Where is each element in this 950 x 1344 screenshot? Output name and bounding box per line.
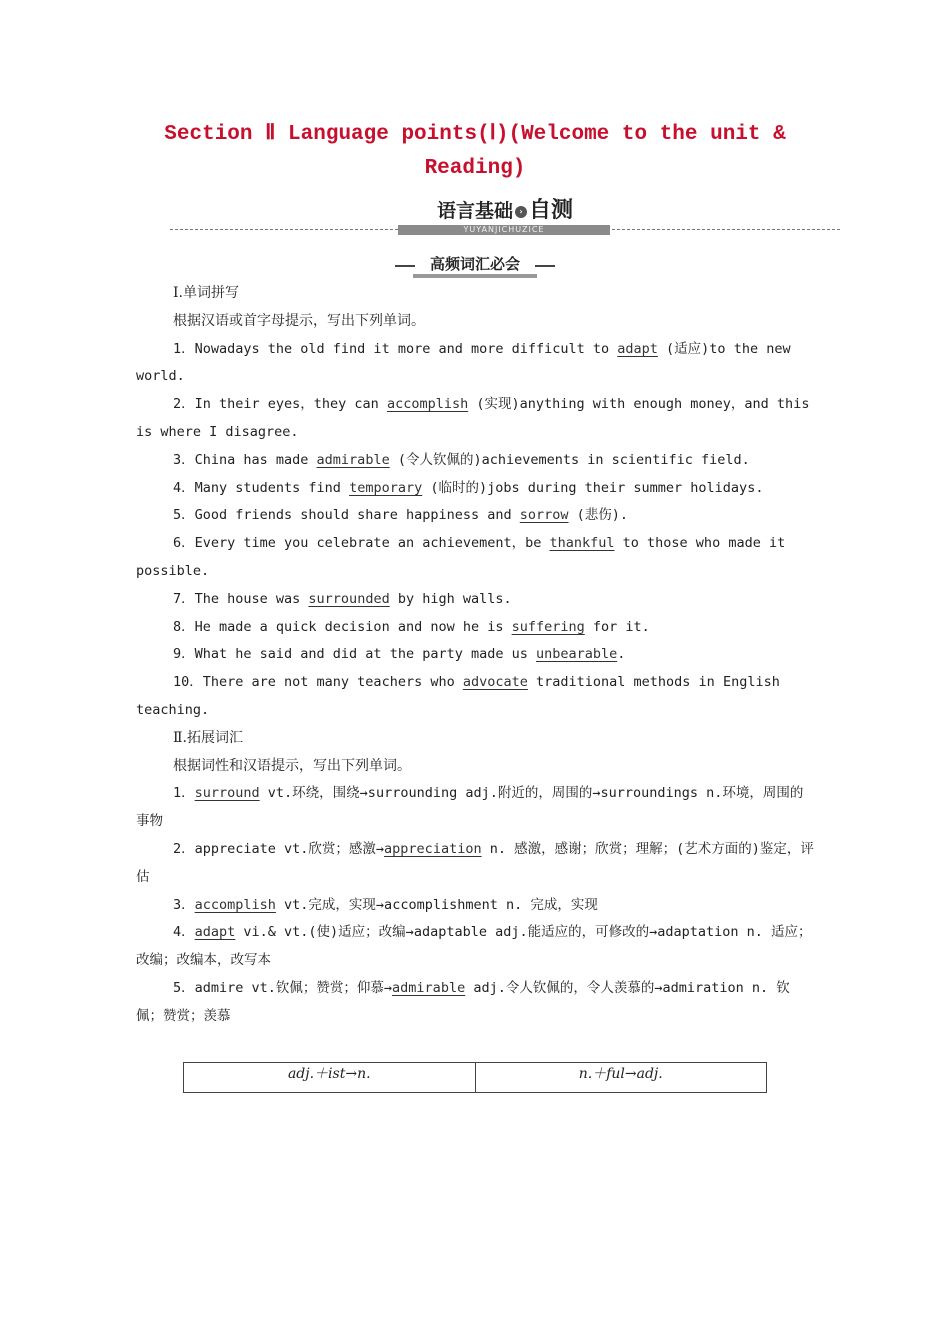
banner-divider-left: [170, 229, 398, 230]
answer-word: unbearable: [536, 646, 618, 663]
expansion-item: 4．adapt vi.& vt.(使)适应；改编→adaptable adj.能适应的，可修改的→adaptation n. 适应；改编；改编本，改写本: [136, 924, 812, 969]
word-formation-table: [183, 1062, 767, 1093]
answer-word: thankful: [549, 535, 615, 552]
expansion-item: 1．surround vt.环绕，围绕→surrounding adj.附近的，周围的→surroundings n.环境，周围的事物: [136, 785, 804, 830]
answer-word: surround: [194, 785, 260, 802]
answer-word: advocate: [462, 674, 528, 691]
banner-subtitle: YUYANJICHUZICE: [398, 225, 610, 235]
part2-heading: Ⅱ.拓展词汇: [173, 729, 243, 746]
expansion-item: 2．appreciate vt.欣赏；感激→appreciation n. 感激，感谢；欣赏；理解；(艺术方面的)鉴定，评估: [136, 840, 814, 885]
banner-heading-left: 语言基础: [436, 200, 513, 222]
banner-divider-right: [612, 229, 840, 230]
banner-heading-right: 自测: [529, 198, 574, 223]
answer-word: sorrow: [519, 507, 569, 524]
answer-word: admirable: [316, 451, 390, 468]
part1-instruction: 根据汉语或首字母提示，写出下列单词。: [173, 312, 425, 329]
exercise-item: 8．He made a quick decision and now he is suffering for it.: [173, 618, 650, 635]
chevron-right-icon: ›: [515, 206, 527, 218]
part1-heading: Ⅰ.单词拼写: [173, 285, 239, 301]
exercise-item: 4．Many students find temporary (临时的)jobs during their summer holidays.: [173, 479, 764, 496]
exercise-item: 7．The house was surrounded by high walls.: [173, 590, 512, 607]
answer-word: temporary: [349, 479, 423, 496]
exercise-item: 3．China has made admirable (令人钦佩的)achievements in scientific field.: [173, 451, 750, 468]
answer-word: accomplish: [386, 396, 469, 413]
part2-instruction: 根据词性和汉语提示，写出下列单词。: [173, 757, 411, 774]
answer-word: adapt: [617, 340, 658, 357]
vocab-tag: [395, 254, 555, 276]
banner-heading: [402, 198, 608, 224]
answer-word: adapt: [194, 924, 236, 941]
exercise-item: 5．Good friends should share happiness and sorrow (悲伤).: [173, 507, 629, 524]
section-banner: [170, 196, 840, 240]
table-cell-adj-ist: adj.＋ist→n.: [184, 1063, 476, 1093]
answer-word: appreciation: [384, 840, 482, 857]
exercise-item: 1．Nowadays the old find it more and more difficult to adapt (适应)to the new world.: [136, 340, 791, 385]
exercise-item: 2．In their eyes，they can accomplish (实现)anything with enough money，and this is where I disagree.: [136, 396, 810, 440]
section-title-line-2: Reading): [424, 157, 526, 180]
table-row: [184, 1063, 767, 1093]
table-cell-n-ful: n.＋ful→adj.: [475, 1063, 767, 1093]
answer-word: surrounded: [308, 590, 390, 607]
section-title-line-1: Section Ⅱ Language points(Ⅰ)(Welcome to the unit &: [164, 123, 786, 146]
exercise-content: [136, 280, 816, 1031]
exercise-item: 10．There are not many teachers who advocate traditional methods in English teaching.: [136, 674, 780, 718]
expansion-item: 3．accomplish vt.完成，实现→accomplishment n. 完成，实现: [173, 896, 598, 913]
answer-word: accomplish: [194, 896, 276, 913]
tag-line-left: [395, 265, 415, 267]
tag-line-right: [535, 265, 555, 267]
answer-word: suffering: [511, 618, 585, 635]
tag-label: 高频词汇必会: [413, 254, 537, 278]
exercise-item: 9．What he said and did at the party made us unbearable.: [173, 646, 626, 663]
exercise-item: 6．Every time you celebrate an achievement，be thankful to those who made it possible.: [136, 535, 786, 579]
section-title: [120, 118, 830, 186]
expansion-item: 5．admire vt.钦佩；赞赏；仰慕→admirable adj.令人钦佩的，令人羡慕的→admiration n. 钦佩；赞赏；羡慕: [136, 979, 790, 1024]
answer-word: admirable: [392, 979, 466, 996]
